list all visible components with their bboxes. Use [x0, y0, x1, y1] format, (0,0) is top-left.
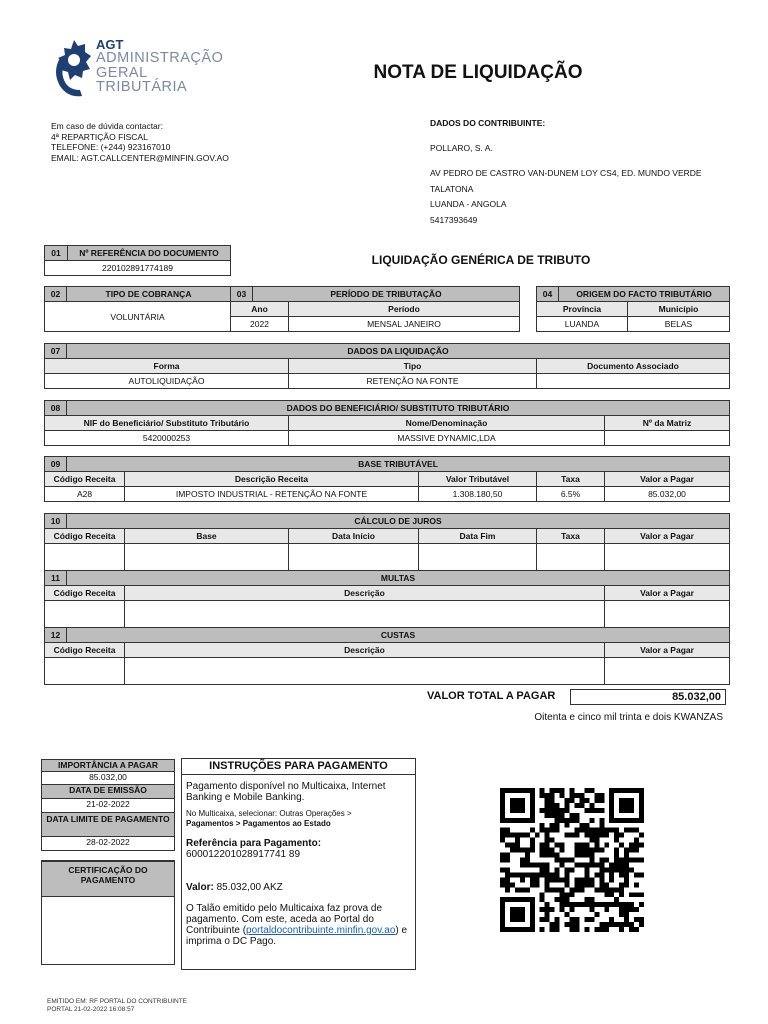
start-date-header: Data Início — [289, 529, 419, 544]
table-row — [45, 601, 730, 628]
logo-line-2: GERAL — [96, 64, 148, 81]
fines-label: MULTAS — [67, 571, 730, 586]
collection-type-label: TIPO DE COBRANÇA — [67, 287, 231, 302]
revenue-code-header: Código Receita — [45, 586, 125, 601]
costs-label: CUSTAS — [67, 628, 730, 643]
payment-reference-label: Referência para Pagamento: — [186, 838, 322, 849]
interest-table — [44, 513, 730, 571]
type-value: RETENÇÃO NA FONTE — [289, 374, 537, 389]
total-label: VALOR TOTAL A PAGAR — [427, 690, 556, 702]
payment-value: 85.032,00 AKZ — [216, 882, 283, 893]
province-header: Província — [537, 302, 628, 317]
contributor-heading: DADOS DO CONTRIBUINTE: — [430, 118, 546, 128]
settlement-label: DADOS DA LIQUIDAÇÃO — [67, 344, 730, 359]
collection-period-table — [44, 286, 520, 332]
contributor-address-3: LUANDA - ANGOLA — [430, 199, 507, 209]
taxable-value-header: Valor Tributável — [419, 472, 537, 487]
instructions-menu-path: Pagamentos > Pagamentos ao Estado — [186, 818, 331, 828]
period-value: MENSAL JANEIRO — [289, 317, 520, 332]
section-number: 09 — [45, 457, 67, 472]
due-date-label: DATA LIMITE DE PAGAMENTO — [41, 813, 175, 837]
agt-logo — [52, 38, 232, 110]
instructions-heading: INSTRUÇÕES PARA PAGAMENTO — [182, 759, 415, 775]
payment-instructions — [181, 758, 416, 970]
due-date-value: 28-02-2022 — [41, 837, 175, 851]
reference-table — [44, 245, 231, 276]
costs-table — [44, 627, 730, 685]
table-row — [45, 544, 730, 571]
revenue-description-header: Descrição Receita — [125, 472, 419, 487]
instructions-multicaixa: No Multicaixa, selecionar: Outras Operações > — [186, 809, 352, 818]
contact-line-1: Em caso de dúvida contactar: — [51, 121, 163, 131]
taxable-value-value: 1.308.180,50 — [419, 487, 537, 502]
total-in-words: Oitenta e cinco mil trinta e dois KWANZAS — [534, 712, 723, 723]
gear-logo-icon — [52, 38, 92, 100]
qr-code-icon — [500, 786, 644, 934]
instructions-paragraph-3 — [186, 903, 411, 947]
contact-line-2: 4ª REPARTIÇÃO FISCAL — [51, 131, 148, 142]
section-number: 03 — [231, 287, 253, 302]
beneficiary-table — [44, 400, 730, 446]
end-date-header: Data Fim — [419, 529, 537, 544]
table-row — [45, 487, 730, 502]
period-header: Período — [289, 302, 520, 317]
payment-certification-box — [41, 897, 175, 965]
contributor-address-2: TALATONA — [430, 184, 474, 194]
contributor-address-1: AV PEDRO DE CASTRO VAN-DUNEM LOY CS4, ED. MUNDO VERDE — [430, 168, 702, 178]
origin-table — [536, 286, 730, 332]
amount-due-header: Valor a Pagar — [605, 643, 730, 658]
matrix-number-header: Nº da Matriz — [605, 416, 730, 431]
contributor-name: POLLARO, S. A. — [430, 143, 493, 153]
table-row — [45, 658, 730, 685]
section-number: 11 — [45, 571, 67, 586]
municipality-header: Município — [628, 302, 730, 317]
section-number: 12 — [45, 628, 67, 643]
amount-due-header: Valor a Pagar — [605, 472, 730, 487]
issue-footer — [47, 998, 187, 1013]
document-subtitle: LIQUIDAÇÃO GENÉRICA DE TRIBUTO — [371, 253, 591, 267]
instructions-text-end: ) e imprima o DC Pago. — [186, 925, 408, 947]
amount-to-pay-value: 85.032,00 — [41, 772, 175, 785]
tax-base-table — [44, 456, 730, 502]
taxpayer-portal-link[interactable]: portaldocontribuinte.minfin.gov.ao — [246, 925, 396, 936]
form-value: AUTOLIQUIDAÇÃO — [45, 374, 289, 389]
logo-acronym: AGT — [96, 37, 124, 52]
beneficiary-nif-header: NIF do Beneficiário/ Substituto Tributário — [45, 416, 289, 431]
revenue-code-header: Código Receita — [45, 643, 125, 658]
footer-line-2: PORTAL 21-02-2022 16:08:57 — [47, 1005, 135, 1013]
amount-due-header: Valor a Pagar — [605, 586, 730, 601]
rate-header: Taxa — [537, 529, 605, 544]
payment-value-label: Valor: — [186, 882, 214, 893]
amount-due-value: 85.032,00 — [605, 487, 730, 502]
issue-date-label: DATA DE EMISSÃO — [41, 785, 175, 799]
beneficiary-name-value: MASSIVE DYNAMIC,LDA — [289, 431, 605, 446]
section-number: 02 — [45, 287, 67, 302]
fines-table — [44, 570, 730, 628]
collection-type-value: VOLUNTÁRIA — [45, 302, 231, 332]
section-number: 04 — [537, 287, 559, 302]
instructions-text: O Talão emitido pelo Multicaixa faz prova de pagamento. Com este, aceda ao Portal do Contribuinte ( — [186, 903, 383, 936]
description-header: Descrição — [125, 643, 605, 658]
revenue-code-header: Código Receita — [45, 472, 125, 487]
interest-label: CÁLCULO DE JUROS — [67, 514, 730, 529]
beneficiary-label: DADOS DO BENEFICIÁRIO/ SUBSTITUTO TRIBUTÁRIO — [67, 401, 730, 416]
period-label: PERÍODO DE TRIBUTAÇÃO — [253, 287, 520, 302]
base-header: Base — [125, 529, 289, 544]
description-header: Descrição — [125, 586, 605, 601]
instructions-paragraph-1: Pagamento disponível no Multicaixa, Internet Banking e Mobile Banking. — [186, 781, 386, 803]
document-title: NOTA DE LIQUIDAÇÃO — [373, 62, 583, 83]
rate-header: Taxa — [537, 472, 605, 487]
beneficiary-nif-value: 5420000253 — [45, 431, 289, 446]
contact-line-3: TELEFONE: (+244) 923167010 — [51, 142, 171, 152]
logo-line-1: ADMINISTRAÇÃO — [96, 50, 224, 66]
revenue-code-header: Código Receita — [45, 529, 125, 544]
section-number: 07 — [45, 344, 67, 359]
amount-due-header: Valor a Pagar — [605, 529, 730, 544]
reference-label: Nº REFERÊNCIA DO DOCUMENTO — [68, 246, 231, 261]
footer-line-1: EMITIDO EM: RF PORTAL DO CONTRIBUINTE — [47, 998, 187, 1005]
revenue-code-value: A28 — [45, 487, 125, 502]
payment-certification-label: CERTIFICAÇÃO DO PAGAMENTO — [41, 861, 175, 897]
logo-line-3: TRIBUTÁRIA — [96, 79, 188, 95]
form-header: Forma — [45, 359, 289, 374]
section-number: 10 — [45, 514, 67, 529]
contributor-nif: 5417393649 — [430, 215, 478, 225]
issue-date-value: 21-02-2022 — [41, 799, 175, 813]
contact-info — [51, 121, 229, 163]
payment-value-line — [186, 882, 411, 893]
revenue-description-value: IMPOSTO INDUSTRIAL - RETENÇÃO NA FONTE — [125, 487, 419, 502]
year-header: Ano — [231, 302, 289, 317]
associated-document-header: Documento Associado — [537, 359, 730, 374]
tax-base-label: BASE TRIBUTÁVEL — [67, 457, 730, 472]
amount-to-pay-label: IMPORTÂNCIA A PAGAR — [41, 759, 175, 772]
beneficiary-name-header: Nome/Denominação — [289, 416, 605, 431]
year-value: 2022 — [231, 317, 289, 332]
matrix-number-value — [605, 431, 730, 446]
municipality-value: BELAS — [628, 317, 730, 332]
total-value: 85.032,00 — [570, 689, 726, 705]
associated-document-value — [537, 374, 730, 389]
payment-summary — [41, 759, 175, 965]
settlement-table — [44, 343, 730, 389]
origin-label: ORIGEM DO FACTO TRIBUTÁRIO — [559, 287, 730, 302]
reference-value: 220102891774189 — [45, 261, 231, 276]
rate-value: 6.5% — [537, 487, 605, 502]
section-number: 08 — [45, 401, 67, 416]
contact-line-4: EMAIL: AGT.CALLCENTER@MINFIN.GOV.AO — [51, 152, 229, 163]
province-value: LUANDA — [537, 317, 628, 332]
payment-reference-value: 600012201028917741 89 — [186, 849, 301, 860]
section-number: 01 — [45, 246, 68, 261]
type-header: Tipo — [289, 359, 537, 374]
